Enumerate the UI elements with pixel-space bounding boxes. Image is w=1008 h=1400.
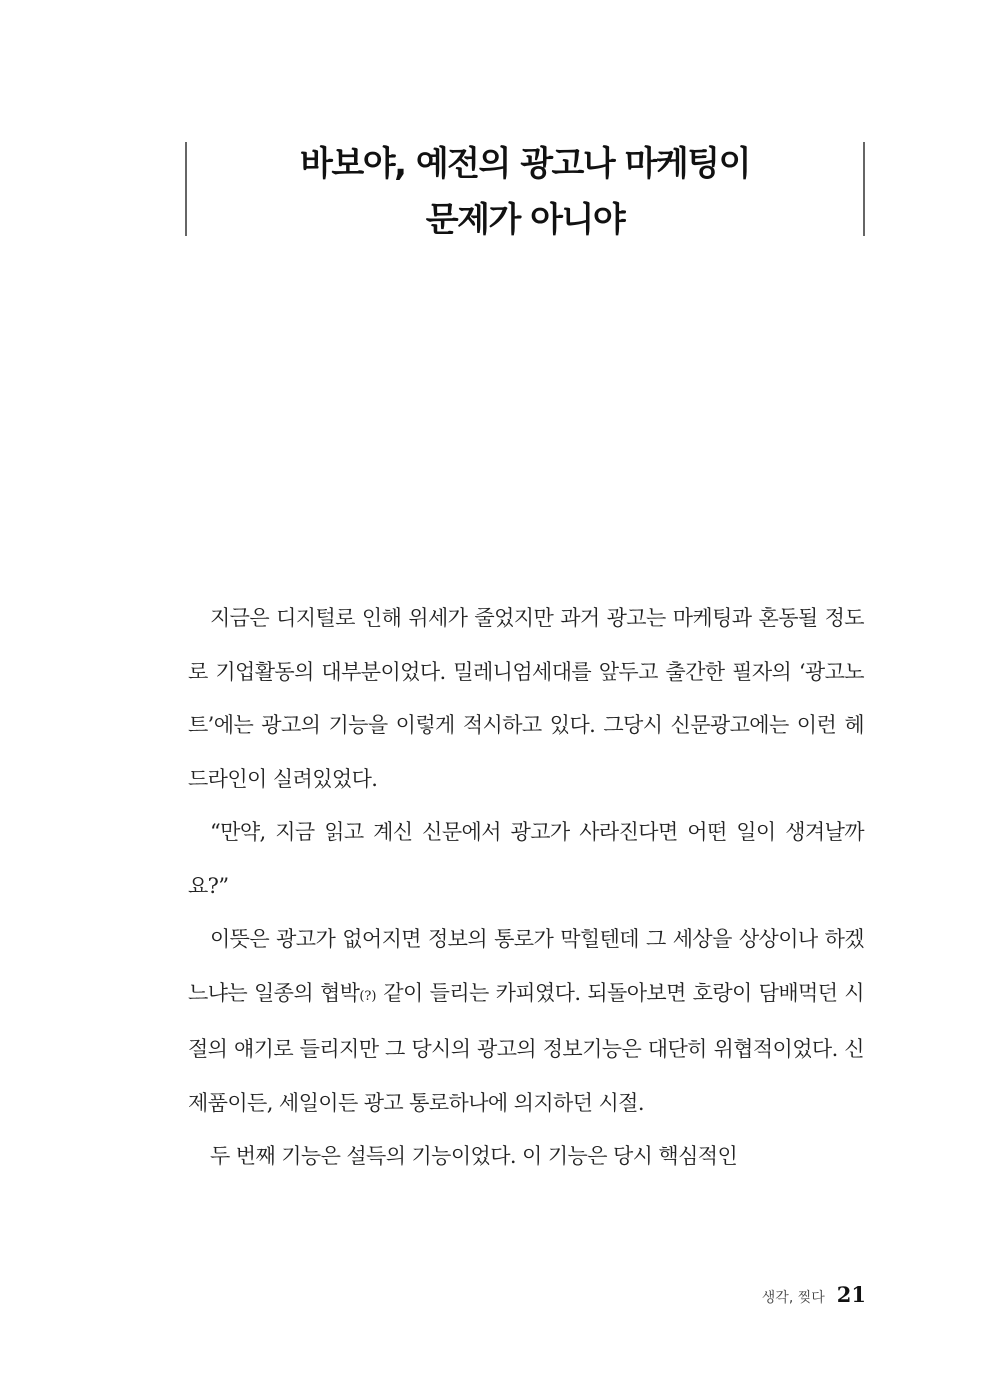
paragraph-3-note: (?) (359, 988, 377, 1004)
running-book-title: 생각, 찢다 (761, 1290, 825, 1306)
chapter-title-line-2: 문제가 아니야 (425, 200, 625, 240)
paragraph-3 (188, 913, 864, 1130)
page-number: 21 (836, 1282, 866, 1307)
page-footer (762, 1282, 866, 1307)
paragraph-3-part-1: 이뜻은 광고가 없어지면 정보의 통로가 막힐텐데 그 세상을 상상이나 하겠느냐는 일종의 협박 (188, 927, 864, 1005)
body-text (188, 592, 864, 1184)
paragraph-3-part-2: 같이 들리는 카피였다. 되돌아보면 호랑이 담배먹던 시절의 얘기로 들리지만 그 당시의 광고의 정보기능은 대단히 위협적이었다. 신제품이든, 세일이든 광고 통로하나에 의지하던 시절. (188, 980, 864, 1115)
paragraph-1: 지금은 디지털로 인해 위세가 줄었지만 과거 광고는 마케팅과 혼동될 정도로 기업활동의 대부분이었다. 밀레니엄세대를 앞두고 출간한 필자의 ‘광고노트’에는 광고의 기능을 이렇게 적시하고 있다. 그당시 신문광고에는 이런 헤드라인이 실려있었다. (188, 606, 864, 791)
paragraph-4: 두 번째 기능은 설득의 기능이었다. 이 기능은 당시 핵심적인 (210, 1144, 738, 1168)
paragraph-2-quote: “만약, 지금 읽고 계신 신문에서 광고가 사라진다면 어떤 일이 생겨날까요?” (188, 820, 864, 898)
chapter-title (185, 142, 865, 240)
chapter-title-line-1: 바보야, 예전의 광고나 마케팅이 (300, 144, 750, 184)
